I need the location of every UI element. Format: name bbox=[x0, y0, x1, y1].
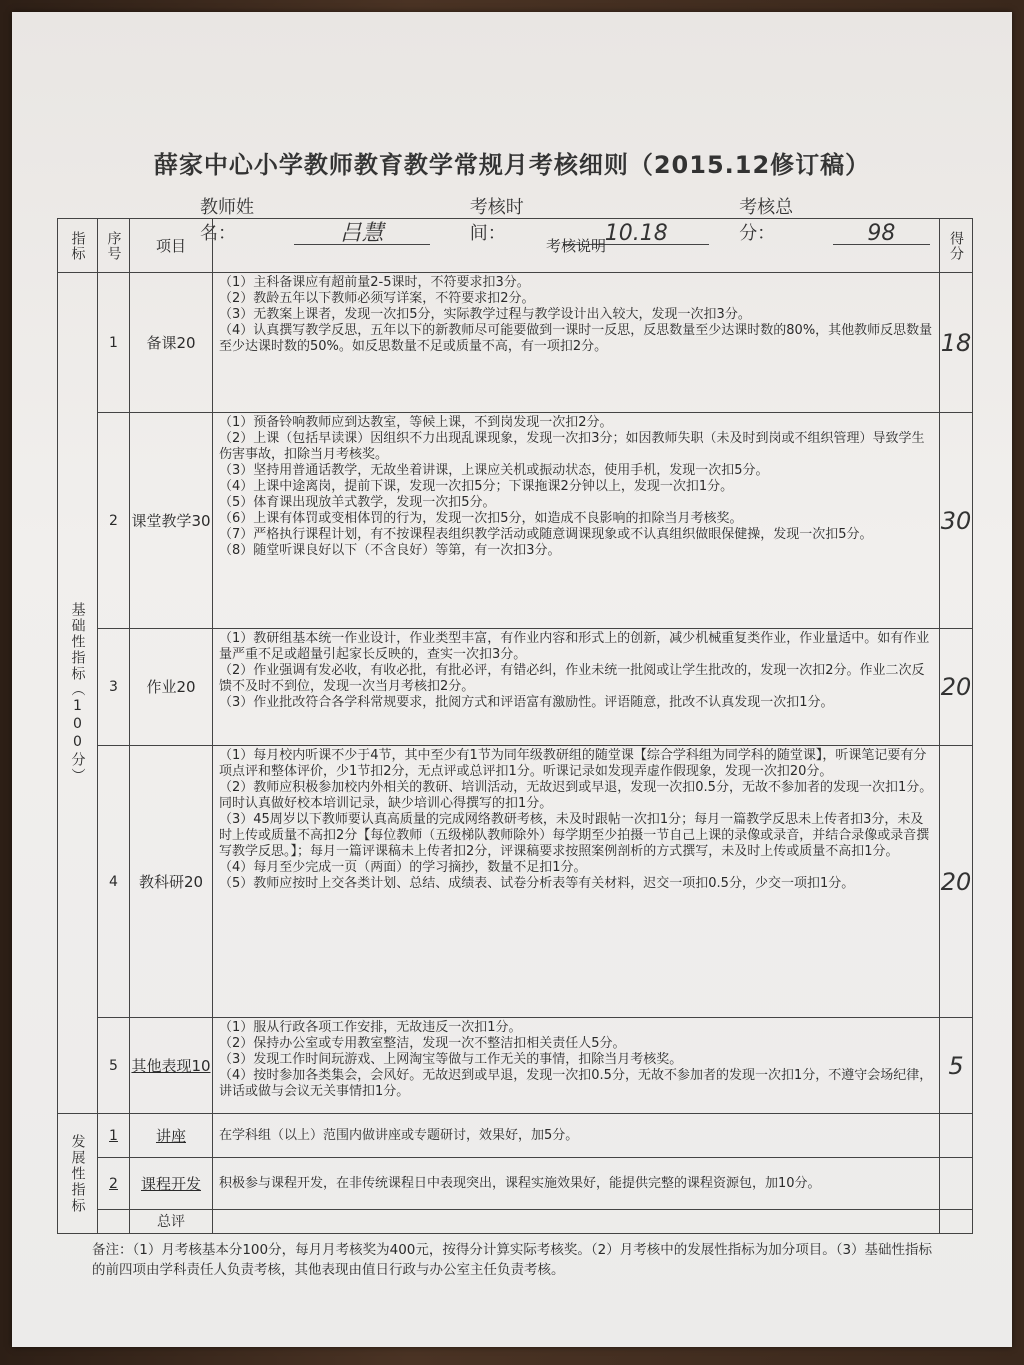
dev-row-score bbox=[940, 1158, 973, 1210]
total-score-label: 考核总分： bbox=[739, 197, 794, 244]
dev-row-description: 在学科组（以上）范围内做讲座或专题研讨，效果好，加5分。 bbox=[213, 1114, 940, 1158]
row-item: 作业20 bbox=[130, 629, 213, 746]
total-score-value: 98 bbox=[833, 224, 930, 245]
basic-indicator-cell: 基础性指标（100分） bbox=[58, 273, 98, 1114]
dev-row bbox=[58, 1114, 973, 1158]
row-description: （1）教研组基本统一作业设计，作业类型丰富，有作业内容和形式上的创新，减少机械重复类作业，作业量适中。如有作业量严重不足或超量引起家长反映的，查实一次扣3分。 （2）作业强调有发必收，有收必批，有批必评，有错必纠，作业未统一批阅或让学生批改的，发现一次扣2分。作业二次反馈不及时不到位，发现一次当月考核扣2分。 （3）作业批改符合各学科常规要求，批阅方式和评语富有激励性。评语随意，批改不认真发现一次扣1分。 bbox=[213, 629, 940, 746]
row-number: 2 bbox=[98, 413, 130, 629]
header-description: 考核说明 bbox=[213, 219, 940, 273]
dev-row-item: 讲座 bbox=[130, 1114, 213, 1158]
dev-row-item: 课程开发 bbox=[130, 1158, 213, 1210]
dev-row-description: 积极参与课程开发，在非传统课程日中表现突出，课程实施效果好，能提供完整的课程资源包，加10分。 bbox=[213, 1158, 940, 1210]
row-item: 备课20 bbox=[130, 273, 213, 413]
dev-row-number: 2 bbox=[98, 1158, 130, 1210]
teacher-name-value: 吕慧 bbox=[294, 224, 430, 245]
total-row bbox=[58, 1210, 973, 1234]
footnote: 备注：（1）月考核基本分100分，每月月考核奖为400元，按得分计算实际考核奖。（2）月考核中的发展性指标为加分项目。（3）基础性指标的前四项由学科责任人负责考核，其他表现由值日行政与办公室主任负责考核。 bbox=[92, 1242, 933, 1278]
table-header-row bbox=[58, 219, 973, 273]
document-title: 薛家中心小学教师教育教学常规月考核细则（2015.12修订稿） bbox=[153, 151, 871, 179]
table-row bbox=[58, 629, 973, 746]
table-row bbox=[58, 1018, 973, 1114]
row-score: 20 bbox=[940, 629, 973, 746]
row-number: 4 bbox=[98, 746, 130, 1018]
row-score: 20 bbox=[940, 746, 973, 1018]
row-description: （1）主科备课应有超前量2-5课时，不符要求扣3分。 （2）教龄五年以下教师必须写详案，不符要求扣2分。 （3）无教案上课者，发现一次扣5分，实际教学过程与教学设计出入较大，发现一次扣3分。 （4）认真撰写教学反思，五年以下的新教师尽可能要做到一课时一反思，反思数量至少达课时数的80%，其他教师反思数量至少达课时数的50%。如反思数量不足或质量不高，有一项扣2分。 bbox=[213, 273, 940, 413]
dev-row-score bbox=[940, 1114, 973, 1158]
row-description: （1）每月校内听课不少于4节，其中至少有1节为同年级教研组的随堂课【综合学科组为同学科的随堂课】，听课笔记要有分项点评和整体评价，少1节扣2分，无点评或总评扣1分。听课记录如发现弄虚作假现象，发现一次扣20分。 （2）教师应积极参加校内外相关的教研、培训活动，无故迟到或早退，发现一次扣0.5分，无故不参加者的发现一次扣1分。同时认真做好校本培训记录，缺少培训心得撰写的扣1分。 （3）45周岁以下教师要认真高质量的完成网络教研考核，未及时跟帖一次扣1分；每月一篇教学反思未上传者扣3分，未及时上传或质量不高扣2分【每位教师（五级梯队教师除外）每学期至少拍摄一节自己上课的录像或录音，并结合录像或录音撰写教学反思。】；每月一篇评课稿未上传者扣2分，评课稿要求按照案例剖析的方式撰写，未及时上传或质量不高扣1分。 （4）每月至少完成一页（两面）的学习摘抄，数量不足扣1分。 （5）教师应按时上交各类计划、总结、成绩表、试卷分析表等有关材料，迟交一项扣0.5分，少交一项扣1分。 bbox=[213, 746, 940, 1018]
row-number: 5 bbox=[98, 1018, 130, 1114]
row-description: （1）预备铃响教师应到达教室，等候上课，不到岗发现一次扣2分。 （2）上课（包括早读课）因组织不力出现乱课现象，发现一次扣3分；如因教师失职（未及时到岗或不组织管理）导致学生伤害事故，扣除当月考核奖。 （3）坚持用普通话教学，无故坐着讲课，上课应关机或振动状态，使用手机，发现一次扣5分。 （4）上课中途离岗，提前下课，发现一次扣5分；下课拖课2分钟以上，发现一次扣1分。 （5）体育课出现放羊式教学，发现一次扣5分。 （6）上课有体罚或变相体罚的行为，发现一次扣5分，如造成不良影响的扣除当月考核奖。 （7）严格执行课程计划，有不按课程表组织教学活动或随意调课现象或不认真组织做眼保健操，发现一次扣5分。 （8）随堂听课良好以下（不含良好）等第，有一次扣3分。 bbox=[213, 413, 940, 629]
table-row bbox=[58, 746, 973, 1018]
header-item: 项目 bbox=[130, 219, 213, 273]
table-row bbox=[58, 413, 973, 629]
row-item: 课堂教学30 bbox=[130, 413, 213, 629]
development-indicator-cell: 发展性指标 bbox=[58, 1114, 98, 1234]
header-indicator: 指标 bbox=[58, 219, 98, 273]
row-description: （1）服从行政各项工作安排，无故违反一次扣1分。 （2）保持办公室或专用教室整洁，发现一次不整洁扣相关责任人5分。 （3）发现工作时间玩游戏、上网淘宝等做与工作无关的事情，扣除当月考核奖。 （4）按时参加各类集会，会风好。无故迟到或早退，发现一次扣0.5分，无故不参加者的发现一次扣1分，不遵守会场纪律，讲话或做与会议无关事情扣1分。 bbox=[213, 1018, 940, 1114]
dev-row-number: 1 bbox=[98, 1114, 130, 1158]
exam-time-label: 考核时间： bbox=[469, 197, 524, 244]
teacher-name-label: 教师姓名： bbox=[200, 197, 254, 244]
exam-time-value: 10.18 bbox=[563, 224, 709, 245]
header-score: 得分 bbox=[940, 219, 973, 273]
row-number: 1 bbox=[98, 273, 130, 413]
row-item: 其他表现10 bbox=[130, 1018, 213, 1114]
row-score: 30 bbox=[940, 413, 973, 629]
table-row bbox=[58, 273, 973, 413]
total-label: 总评 bbox=[130, 1210, 213, 1234]
header-number: 序号 bbox=[98, 219, 130, 273]
row-number: 3 bbox=[98, 629, 130, 746]
row-score: 5 bbox=[940, 1018, 973, 1114]
row-item: 教科研20 bbox=[130, 746, 213, 1018]
assessment-table bbox=[57, 218, 973, 1234]
row-score: 18 bbox=[940, 273, 973, 413]
dev-row bbox=[58, 1158, 973, 1210]
